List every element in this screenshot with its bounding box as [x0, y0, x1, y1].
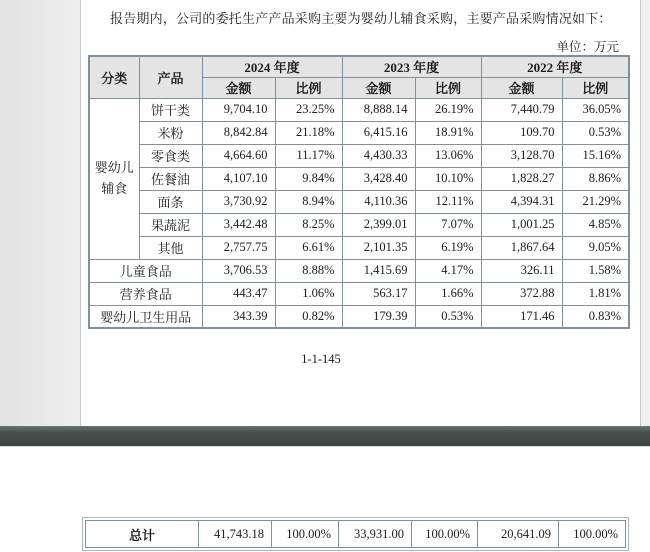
- table-row: [89, 121, 629, 144]
- ratio-cell: 1.81%: [562, 282, 629, 305]
- amount-cell: 1,828.27: [481, 167, 562, 190]
- page-number: 1-1-145: [301, 352, 341, 366]
- ratio-cell: 8.88%: [275, 259, 342, 282]
- table-row: [89, 190, 629, 213]
- amount-cell: 1,001.25: [481, 213, 562, 236]
- ratio-cell: 26.19%: [415, 98, 481, 121]
- amount-cell: 343.39: [202, 305, 275, 328]
- document-page-bottom: [82, 517, 629, 551]
- product-cell: 果蔬泥: [139, 213, 202, 236]
- amount-cell: 8,842.84: [202, 121, 275, 144]
- amount-cell: 2,101.35: [342, 236, 415, 259]
- ratio-cell: 9.05%: [562, 236, 629, 259]
- header-year-2024: 2024 年度: [202, 56, 342, 77]
- table-row: [89, 98, 629, 121]
- ratio-cell: 10.10%: [415, 167, 481, 190]
- table-header-row-years: [89, 56, 629, 77]
- total-amount-cell: 41,743.18: [199, 521, 272, 548]
- header-amount-2022: 金额: [481, 77, 562, 98]
- amount-cell: 3,442.48: [202, 213, 275, 236]
- header-ratio-2023: 比例: [415, 77, 481, 98]
- product-cell: 零食类: [139, 144, 202, 167]
- table-row: [89, 282, 629, 305]
- amount-cell: 4,664.60: [202, 144, 275, 167]
- page-divider-bar: [0, 426, 650, 447]
- amount-cell: 171.46: [481, 305, 562, 328]
- ratio-cell: 9.84%: [275, 167, 342, 190]
- total-amount-cell: 20,641.09: [478, 521, 559, 548]
- procurement-table: [88, 55, 630, 329]
- header-ratio-2022: 比例: [562, 77, 629, 98]
- header-amount-2024: 金额: [202, 77, 275, 98]
- ratio-cell: 1.58%: [562, 259, 629, 282]
- total-label: 总计: [86, 521, 199, 548]
- ratio-cell: 7.07%: [415, 213, 481, 236]
- totals-table: [85, 520, 626, 548]
- header-category: 分类: [89, 56, 139, 98]
- left-gutter: [0, 0, 80, 426]
- unit-label: 单位：万元: [556, 40, 619, 54]
- total-ratio-cell: 100.00%: [559, 521, 626, 548]
- category-cell: 婴幼儿辅食: [89, 98, 139, 259]
- table-row: [89, 236, 629, 259]
- ratio-cell: 11.17%: [275, 144, 342, 167]
- total-row: [86, 521, 626, 548]
- document-page-top: [80, 0, 641, 426]
- ratio-cell: 4.17%: [415, 259, 481, 282]
- table-row: [89, 167, 629, 190]
- ratio-cell: 36.05%: [562, 98, 629, 121]
- total-ratio-cell: 100.00%: [412, 521, 478, 548]
- ratio-cell: 8.86%: [562, 167, 629, 190]
- header-amount-2023: 金额: [342, 77, 415, 98]
- ratio-cell: 0.53%: [562, 121, 629, 144]
- ratio-cell: 6.61%: [275, 236, 342, 259]
- amount-cell: 1,867.64: [481, 236, 562, 259]
- ratio-cell: 8.25%: [275, 213, 342, 236]
- amount-cell: 563.17: [342, 282, 415, 305]
- table-row: [89, 305, 629, 328]
- amount-cell: 3,730.92: [202, 190, 275, 213]
- amount-cell: 372.88: [481, 282, 562, 305]
- ratio-cell: 1.66%: [415, 282, 481, 305]
- right-gutter: [641, 0, 650, 426]
- amount-cell: 2,757.75: [202, 236, 275, 259]
- amount-cell: 9,704.10: [202, 98, 275, 121]
- ratio-cell: 12.11%: [415, 190, 481, 213]
- ratio-cell: 23.25%: [275, 98, 342, 121]
- category-cell: 儿童食品: [89, 259, 202, 282]
- product-cell: 面条: [139, 190, 202, 213]
- ratio-cell: 6.19%: [415, 236, 481, 259]
- amount-cell: 3,706.53: [202, 259, 275, 282]
- ratio-cell: 21.29%: [562, 190, 629, 213]
- ratio-cell: 0.83%: [562, 305, 629, 328]
- total-amount-cell: 33,931.00: [339, 521, 412, 548]
- amount-cell: 4,394.31: [481, 190, 562, 213]
- ratio-cell: 15.16%: [562, 144, 629, 167]
- amount-cell: 8,888.14: [342, 98, 415, 121]
- table-row: [89, 213, 629, 236]
- ratio-cell: 1.06%: [275, 282, 342, 305]
- product-cell: 饼干类: [139, 98, 202, 121]
- product-cell: 其他: [139, 236, 202, 259]
- amount-cell: 443.47: [202, 282, 275, 305]
- header-year-2022: 2022 年度: [481, 56, 629, 77]
- amount-cell: 1,415.69: [342, 259, 415, 282]
- ratio-cell: 0.82%: [275, 305, 342, 328]
- table-row: [89, 259, 629, 282]
- amount-cell: 4,430.33: [342, 144, 415, 167]
- amount-cell: 7,440.79: [481, 98, 562, 121]
- ratio-cell: 8.94%: [275, 190, 342, 213]
- amount-cell: 3,128.70: [481, 144, 562, 167]
- header-ratio-2024: 比例: [275, 77, 342, 98]
- intro-paragraph: 报告期内，公司的委托生产产品采购主要为婴幼儿辅食采购，主要产品采购情况如下：: [110, 11, 612, 26]
- amount-cell: 109.70: [481, 121, 562, 144]
- total-ratio-cell: 100.00%: [272, 521, 339, 548]
- amount-cell: 4,110.36: [342, 190, 415, 213]
- amount-cell: 179.39: [342, 305, 415, 328]
- amount-cell: 6,415.16: [342, 121, 415, 144]
- ratio-cell: 0.53%: [415, 305, 481, 328]
- amount-cell: 3,428.40: [342, 167, 415, 190]
- ratio-cell: 18.91%: [415, 121, 481, 144]
- product-cell: 米粉: [139, 121, 202, 144]
- header-year-2023: 2023 年度: [342, 56, 481, 77]
- header-product: 产品: [139, 56, 202, 98]
- amount-cell: 326.11: [481, 259, 562, 282]
- amount-cell: 4,107.10: [202, 167, 275, 190]
- category-cell: 营养食品: [89, 282, 202, 305]
- ratio-cell: 4.85%: [562, 213, 629, 236]
- table-row: [89, 144, 629, 167]
- category-cell: 婴幼儿卫生用品: [89, 305, 202, 328]
- ratio-cell: 21.18%: [275, 121, 342, 144]
- ratio-cell: 13.06%: [415, 144, 481, 167]
- amount-cell: 2,399.01: [342, 213, 415, 236]
- product-cell: 佐餐油: [139, 167, 202, 190]
